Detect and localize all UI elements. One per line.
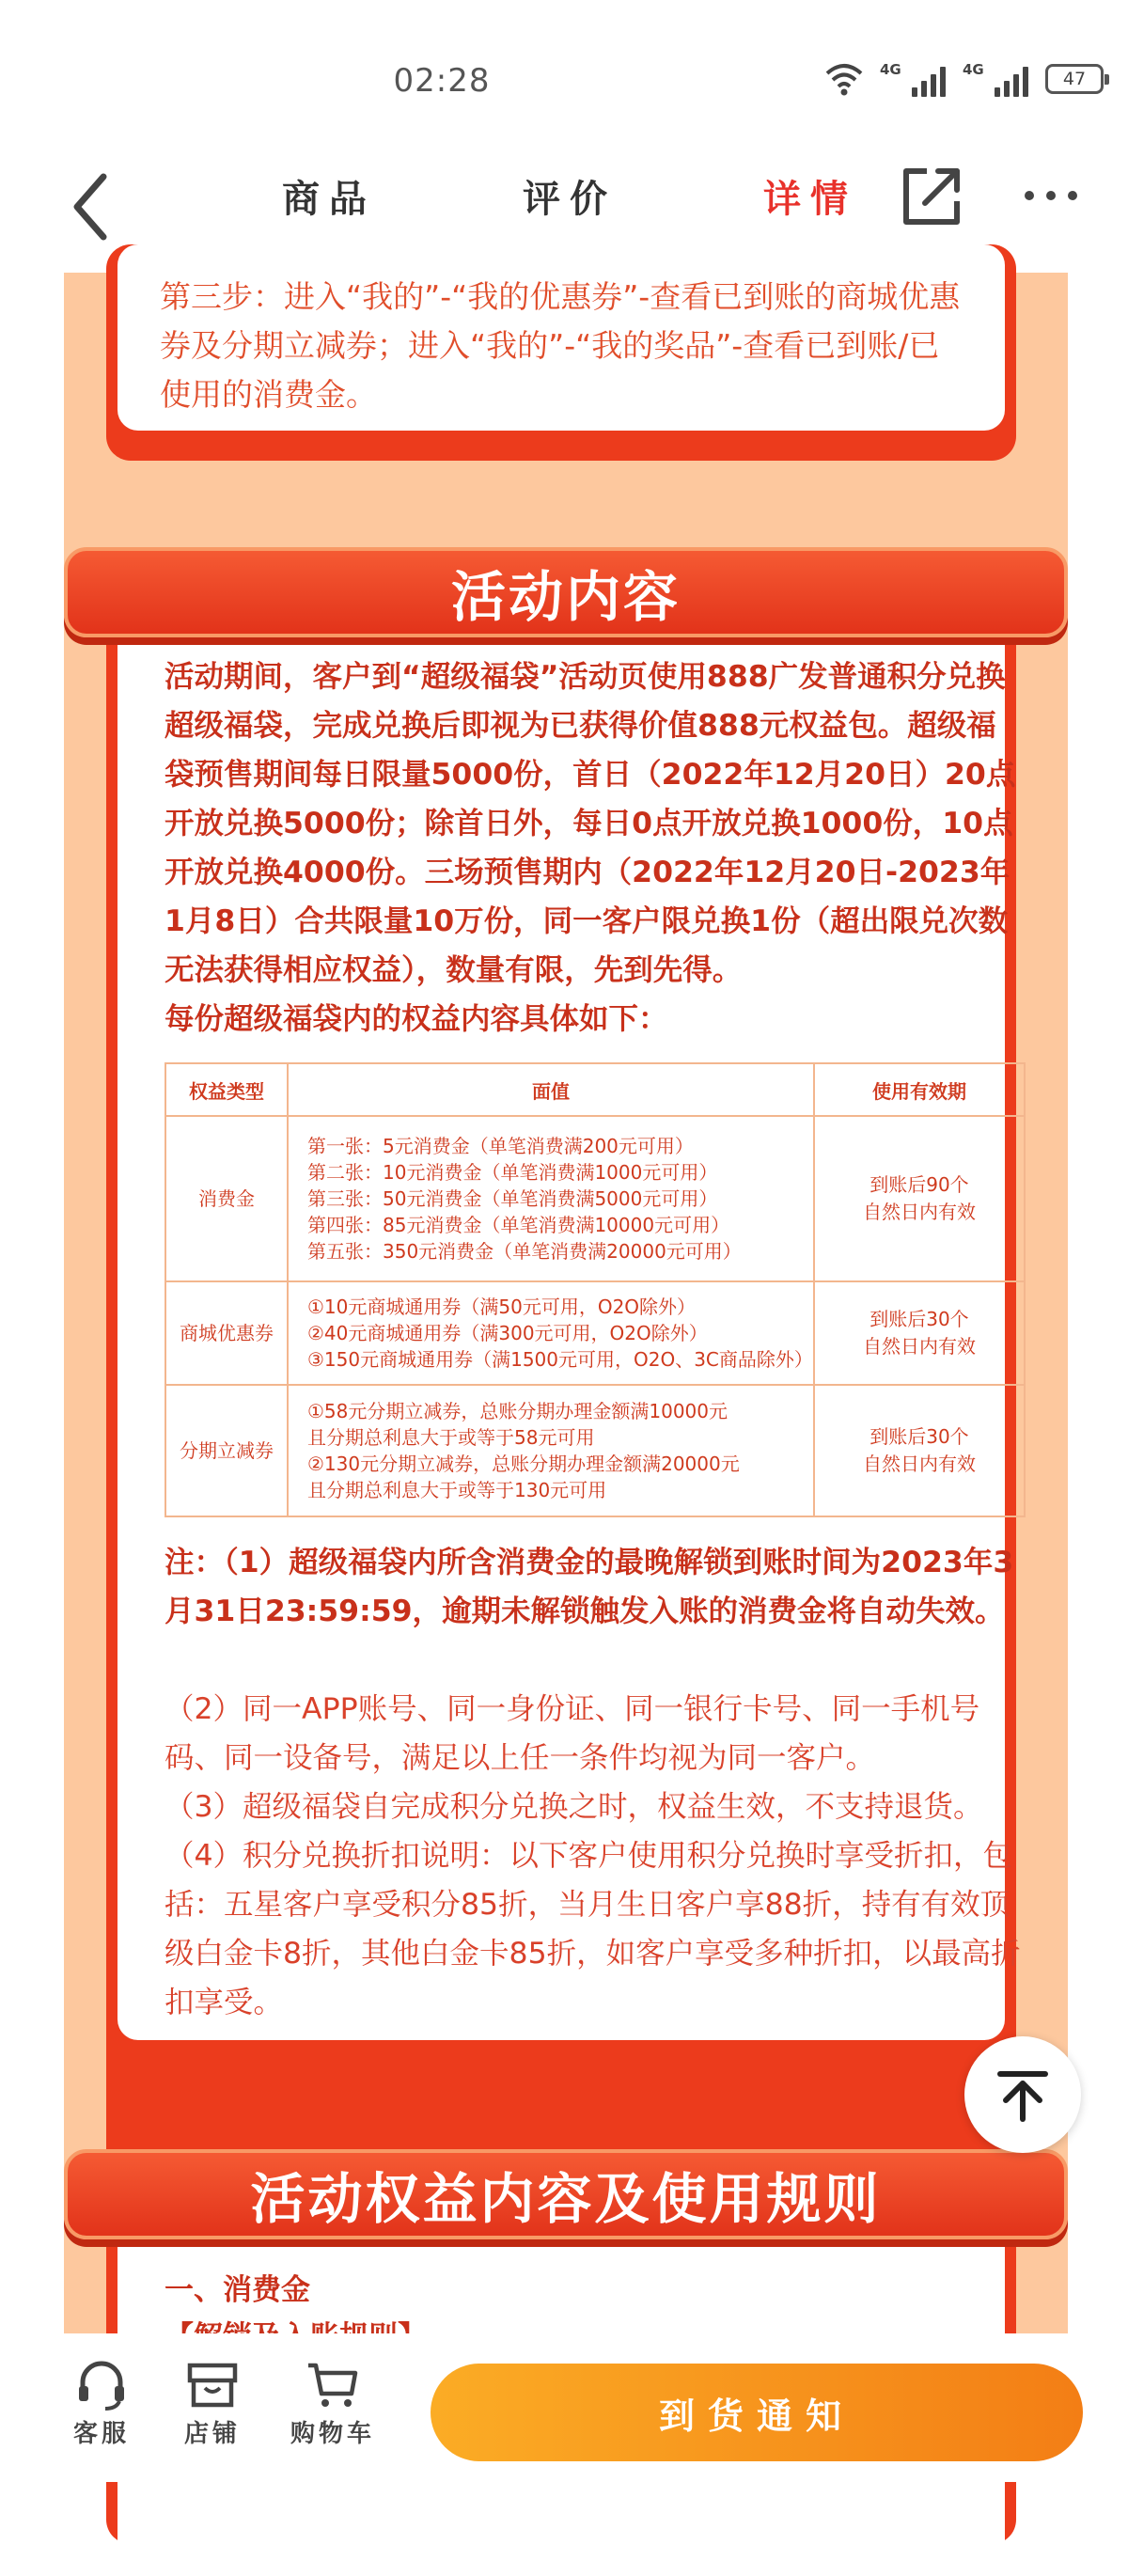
store-icon [184,2360,241,2411]
row-item: 第三张：50元消费金（单笔消费满5000元可用） [307,1187,718,1210]
row-item: 第二张：10元消费金（单笔消费满1000元可用） [307,1161,718,1184]
tab-product[interactable]: 商品 [282,178,376,221]
row-item: 且分期总利息大于或等于58元可用 [307,1426,595,1449]
row-type: 分期立减券 [165,1385,288,1516]
validity-line: 到账后30个 [870,1308,969,1330]
row-item: 且分期总利息大于或等于130元可用 [307,1479,607,1501]
activity-intro: 活动期间，客户到“超级福袋”活动页使用888广发普通积分兑换超级福袋，完成兑换后即视为已获得价值888元权益包。超级福袋预售期间每日限量5000份，首日（2022年12月20日）20点开放兑换5000份；除首日外，每日0点开放兑换1000份，10点开放兑换4000份。三场预售期内（2022年12月20日-2023年1月8日）合共限量10万份，同一客户限兑换1份（超出限兑次数无法获得相应权益），数量有限，先到先得。 [164,660,1016,987]
battery-icon [1045,64,1104,94]
share-icon[interactable] [899,164,964,229]
validity-line: 自然日内有效 [862,1453,976,1475]
row-item: ②40元商城通用券（满300元可用，O2O除外） [307,1322,708,1344]
back-arrow-icon[interactable] [66,169,122,244]
rules-title-text: 活动权益内容及使用规则 [250,2167,882,2231]
network-type-2: 4G [963,61,984,78]
tab-reviews[interactable]: 评价 [523,178,617,221]
cellular-signal-1-icon [880,61,946,97]
note-2: （2）同一APP账号、同一身份证、同一银行卡号、同一手机号码、同一设备号，满足以上任一条件均视为同一客户。 [164,1692,980,1775]
table-row [165,1385,1025,1516]
steps-card-inner [118,244,1005,431]
table-header-validity: 使用有效期 [814,1063,1025,1116]
row-validity [814,1281,1025,1385]
bottom-action-bar [0,2333,1128,2482]
benefits-table [164,1062,1026,1517]
back-to-top-button[interactable] [964,2036,1081,2153]
store-label: 店铺 [183,2420,241,2448]
rules-subtitle: 一、消费金 [164,2273,310,2307]
row-type: 商城优惠券 [165,1281,288,1385]
row-item: ③150元商城通用券（满1500元可用，O2O、3C商品除外） [307,1348,813,1371]
note-1: 注：（1）超级福袋内所含消费金的最晚解锁到账时间为2023年3月31日23:59:59，逾期未解锁触发入账的消费金将自动失效。 [164,1546,1014,1628]
table-row [165,1281,1025,1385]
note-3: （3）超级福袋自完成积分兑换之时，权益生效，不支持退货。 [164,1790,983,1824]
more-options-icon[interactable] [1025,186,1077,205]
row-validity [814,1116,1025,1281]
steps-card [106,244,1016,461]
service-label: 客服 [72,2420,130,2448]
table-row [165,1116,1025,1281]
status-icons [825,58,1104,100]
row-item: 第四张：85元消费金（单笔消费满10000元可用） [307,1214,730,1236]
store-button[interactable] [175,2360,250,2449]
wifi-icon [825,62,863,96]
row-items [288,1281,814,1385]
arrow-up-icon [995,2066,1051,2123]
cellular-signal-2-icon [963,61,1028,97]
cart-icon [305,2360,361,2411]
cart-label: 购物车 [290,2420,375,2448]
row-validity [814,1385,1025,1516]
cart-button[interactable] [288,2360,378,2449]
table-header-row [165,1063,1025,1116]
validity-line: 到账后90个 [870,1173,969,1196]
headset-icon [73,2360,130,2411]
detail-content [64,273,1068,2333]
table-header-type: 权益类型 [165,1063,288,1116]
network-type-1: 4G [880,61,901,78]
status-time: 02:28 [393,62,491,100]
step3-text: 第三步：进入“我的”-“我的优惠券”-查看已到账的商城优惠券及分期立减券；进入“我的”-“我的奖品”-查看已到账/已使用的消费金。 [160,278,961,413]
validity-line: 到账后30个 [870,1425,969,1448]
activity-section-title [64,547,1068,637]
table-intro: 每份超级福袋内的权益内容具体如下： [164,1002,668,1036]
activity-title-text: 活动内容 [450,565,681,629]
note-4: （4）积分兑换折扣说明：以下客户使用积分兑换时享受折扣，包括：五星客户享受积分85折，当月生日客户享88折，持有有效顶级白金卡8折，其他白金卡85折，如客户享受多种折扣，以最高折扣享受。 [164,1839,1021,2019]
notify-label: 到货通知 [658,2395,854,2437]
table-header-value: 面值 [288,1063,814,1116]
rules-section-title [64,2149,1068,2239]
battery-level: 47 [1062,69,1087,89]
row-item: ①58元分期立减券，总账分期办理金额满10000元 [307,1400,728,1422]
row-item: ①10元商城通用券（满50元可用，O2O除外） [307,1296,697,1318]
row-items [288,1116,814,1281]
arrival-notify-button[interactable] [431,2364,1083,2461]
row-items [288,1385,814,1516]
row-type: 消费金 [165,1116,288,1281]
status-bar [0,0,1128,141]
row-item: 第一张：5元消费金（单笔消费满200元可用） [307,1135,694,1157]
validity-line: 自然日内有效 [862,1201,976,1223]
validity-line: 自然日内有效 [862,1335,976,1358]
customer-service-button[interactable] [64,2360,139,2449]
row-item: 第五张：350元消费金（单笔消费满20000元可用） [307,1240,742,1263]
row-item: ②130元分期立减券，总账分期办理金额满20000元 [307,1453,740,1475]
tab-details[interactable]: 详情 [763,178,857,221]
